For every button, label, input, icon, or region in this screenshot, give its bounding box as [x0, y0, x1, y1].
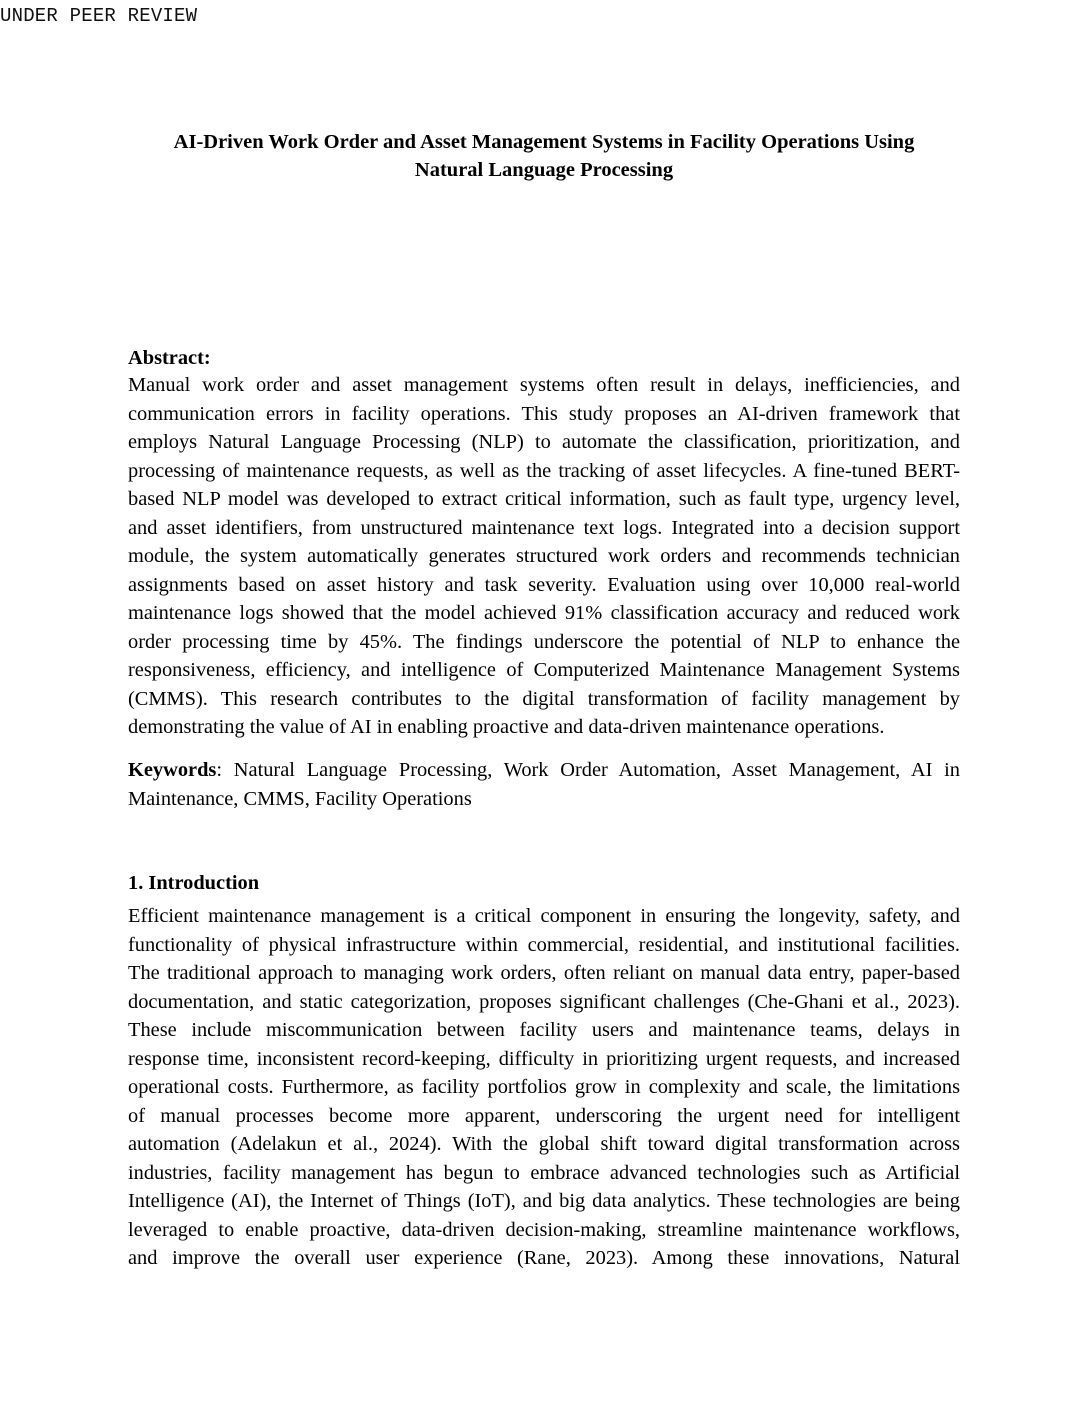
keywords-label: Keywords [128, 759, 217, 781]
introduction-line: documentation, and static categorization, proposes significant challenges (Che-Ghani et al., 2023). [128, 990, 960, 1013]
introduction-line: automation (Adelakun et al., 2024). With the global shift toward digital transformation across [128, 1133, 960, 1155]
introduction-line: of manual processes become more apparent, underscoring the urgent need for intelligent [128, 1104, 960, 1127]
abstract-line: based NLP model was developed to extract critical information, such as fault type, urgency level, [128, 488, 960, 510]
keywords-line: Maintenance, CMMS, Facility Operations [128, 787, 472, 810]
introduction-heading: 1. Introduction [128, 872, 260, 894]
introduction-line: These include miscommunication between facility users and maintenance teams, delays in [128, 1019, 960, 1041]
abstract-line: maintenance logs showed that the model achieved 91% classification accuracy and reduced work [128, 602, 960, 624]
abstract-line: demonstrating the value of AI in enabling proactive and data-driven maintenance operations. [128, 716, 885, 738]
paper-title [128, 128, 960, 184]
abstract-line: responsiveness, efficiency, and intelligence of Computerized Maintenance Management Systems [128, 659, 960, 681]
abstract-line: employs Natural Language Processing (NLP) to automate the classification, prioritization, and [128, 431, 960, 453]
introduction-line: functionality of physical infrastructure within commercial, residential, and institutional facilities. [128, 933, 960, 956]
introduction-body [128, 902, 960, 1273]
abstract-line: order processing time by 45%. The findings underscore the potential of NLP to enhance the [128, 630, 960, 653]
paper-title-line: Natural Language Processing [414, 159, 674, 181]
keywords-line [128, 756, 960, 785]
keywords-text: Natural Language Processing, Work Order Automation, Asset Management, AI in [222, 759, 960, 781]
keywords-separator: : [216, 759, 223, 781]
abstract-line: (CMMS). This research contributes to the digital transformation of facility management by [128, 687, 960, 710]
abstract-line: module, the system automatically generates structured work orders and recommends technician [128, 545, 960, 567]
introduction-line: operational costs. Furthermore, as facility portfolios grow in complexity and scale, the limitations [128, 1076, 960, 1098]
introduction-line: response time, inconsistent record-keeping, difficulty in prioritizing urgent requests, and increased [128, 1047, 960, 1070]
introduction-line: Intelligence (AI), the Internet of Things (IoT), and big data analytics. These technologies are being [128, 1190, 960, 1212]
introduction-line: and improve the overall user experience (Rane, 2023). Among these innovations, Natural [128, 1247, 960, 1269]
abstract-heading: Abstract: [128, 347, 211, 369]
abstract-line: and asset identifiers, from unstructured maintenance text logs. Integrated into a decision support [128, 516, 960, 539]
introduction-line: leveraged to enable proactive, data-driven decision-making, streamline maintenance workflows, [128, 1218, 960, 1241]
keywords-paragraph [128, 756, 960, 813]
introduction-line: industries, facility management has begun to embrace advanced technologies such as Artificial [128, 1161, 960, 1184]
abstract-line: processing of maintenance requests, as well as the tracking of asset lifecycles. A fine-tuned BERT- [128, 459, 960, 482]
paper-title-line: AI-Driven Work Order and Asset Management Systems in Facility Operations Using [173, 131, 915, 153]
peer-review-watermark: UNDER PEER REVIEW [0, 5, 198, 27]
abstract-body [128, 371, 960, 742]
abstract-line: Manual work order and asset management systems often result in delays, inefficiencies, and [128, 374, 960, 396]
introduction-line: Efficient maintenance management is a critical component in ensuring the longevity, safety, and [128, 905, 960, 927]
abstract-line: assignments based on asset history and task severity. Evaluation using over 10,000 real-world [128, 573, 960, 596]
abstract-line: communication errors in facility operations. This study proposes an AI-driven framework that [128, 402, 960, 425]
introduction-line: The traditional approach to managing work orders, often reliant on manual data entry, paper-based [128, 962, 960, 984]
